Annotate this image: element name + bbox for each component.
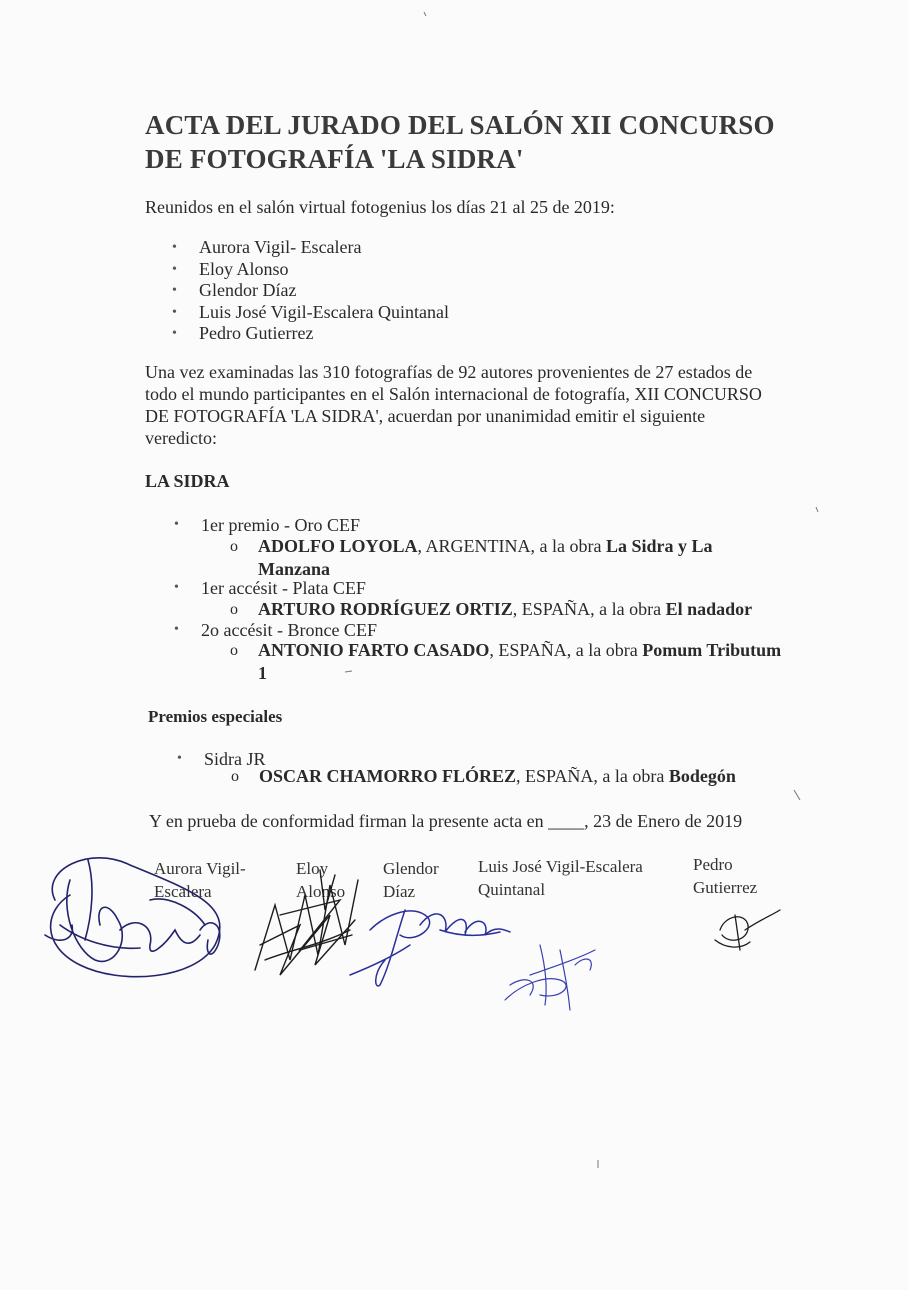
section-heading-premios-especiales: Premios especiales xyxy=(148,707,283,726)
award-winner: o ARTURO RODRÍGUEZ ORTIZ, ESPAÑA, a la obra El nadador xyxy=(230,599,753,619)
award-country: , ARGENTINA, a la obra xyxy=(417,536,606,556)
signatory-line: Alonso xyxy=(296,882,346,901)
prize-label: 2o accésit - Bronce CEF xyxy=(201,620,377,640)
signatory-line: Aurora Vigil- xyxy=(154,859,246,878)
closing-statement: Y en prueba de conformidad firman la presente acta en ____, 23 de Enero de 2019 xyxy=(149,811,743,831)
author-name: ANTONIO FARTO CASADO xyxy=(258,640,490,660)
title-line-2: DE FOTOGRAFÍA 'LA SIDRA' xyxy=(145,144,524,174)
signatory-line: Pedro xyxy=(693,855,733,874)
paragraph-line: DE FOTOGRAFÍA 'LA SIDRA', acuerdan por unanimidad emitir el siguiente xyxy=(145,406,706,426)
work-title: El nadador xyxy=(665,599,753,619)
signatory-line: Gutierrez xyxy=(693,878,758,897)
award-winner: o ADOLFO LOYOLA, ARGENTINA, a la obra La Sidra y La Manzana xyxy=(230,536,713,579)
award-winner: o OSCAR CHAMORRO FLÓREZ, ESPAÑA, a la obra Bodegón xyxy=(231,766,736,786)
work-title: Pomum Tributum xyxy=(642,640,782,660)
title-line-1: ACTA DEL JURADO DEL SALÓN XII CONCURSO xyxy=(145,110,775,140)
work-title: Bodegón xyxy=(668,766,736,786)
signature-glendor xyxy=(350,910,510,986)
work-title: La Sidra y La xyxy=(605,536,713,556)
author-name: ADOLFO LOYOLA xyxy=(258,536,418,556)
signature-pedro xyxy=(715,910,780,950)
signatory-line: Glendor xyxy=(383,859,439,878)
award-country: , ESPAÑA, a la obra xyxy=(516,766,669,786)
stray-marks xyxy=(345,12,818,1168)
signatory-line: Luis José Vigil-Escalera xyxy=(478,857,643,876)
signatory-line: Quintanal xyxy=(478,880,546,899)
jury-member: • Pedro Gutierrez xyxy=(172,323,449,345)
section-heading-la-sidra: LA SIDRA xyxy=(145,471,230,491)
jury-member: • Eloy Alonso xyxy=(172,259,449,281)
award-prize: • Sidra JR xyxy=(177,749,266,769)
author-name: OSCAR CHAMORRO FLÓREZ xyxy=(259,766,517,786)
award-winner: o ANTONIO FARTO CASADO, ESPAÑA, a la obra Pomum Tributum 1 xyxy=(230,640,782,683)
award-country: , ESPAÑA, a la obra xyxy=(512,599,666,619)
signatory-line: Díaz xyxy=(383,882,416,901)
intro-text: Reunidos en el salón virtual fotogenius los días 21 al 25 de 2019: xyxy=(145,197,615,217)
award-prize: • 1er premio - Oro CEF xyxy=(174,515,360,535)
prize-label: Sidra JR xyxy=(204,749,266,769)
award-prize: • 2o accésit - Bronce CEF xyxy=(174,620,377,640)
award-prize: • 1er accésit - Plata CEF xyxy=(174,578,366,598)
jury-member: • Luis José Vigil-Escalera Quintanal xyxy=(172,302,449,324)
prize-label: 1er accésit - Plata CEF xyxy=(201,578,366,598)
prize-label: 1er premio - Oro CEF xyxy=(201,515,360,535)
work-title-cont: Manzana xyxy=(258,559,330,579)
award-country: , ESPAÑA, a la obra xyxy=(489,640,643,660)
signatory-line: Eloy xyxy=(296,859,329,878)
work-title-cont: 1 xyxy=(258,663,267,683)
author-name: ARTURO RODRÍGUEZ ORTIZ xyxy=(258,599,513,619)
jury-member: • Aurora Vigil- Escalera xyxy=(172,237,449,259)
signatory-line: Escalera xyxy=(154,882,212,901)
signature-aurora xyxy=(45,858,220,977)
signature-eloy xyxy=(255,870,358,975)
paragraph-line: Una vez examinadas las 310 fotografías de 92 autores provenientes de 27 estados de xyxy=(145,362,753,382)
paragraph-line: veredicto: xyxy=(145,428,217,448)
paragraph-line: todo el mundo participantes en el Salón internacional de fotografía, XII CONCURSO xyxy=(145,384,762,404)
signature-luis xyxy=(505,945,595,1010)
jury-member: • Glendor Díaz xyxy=(172,280,449,302)
